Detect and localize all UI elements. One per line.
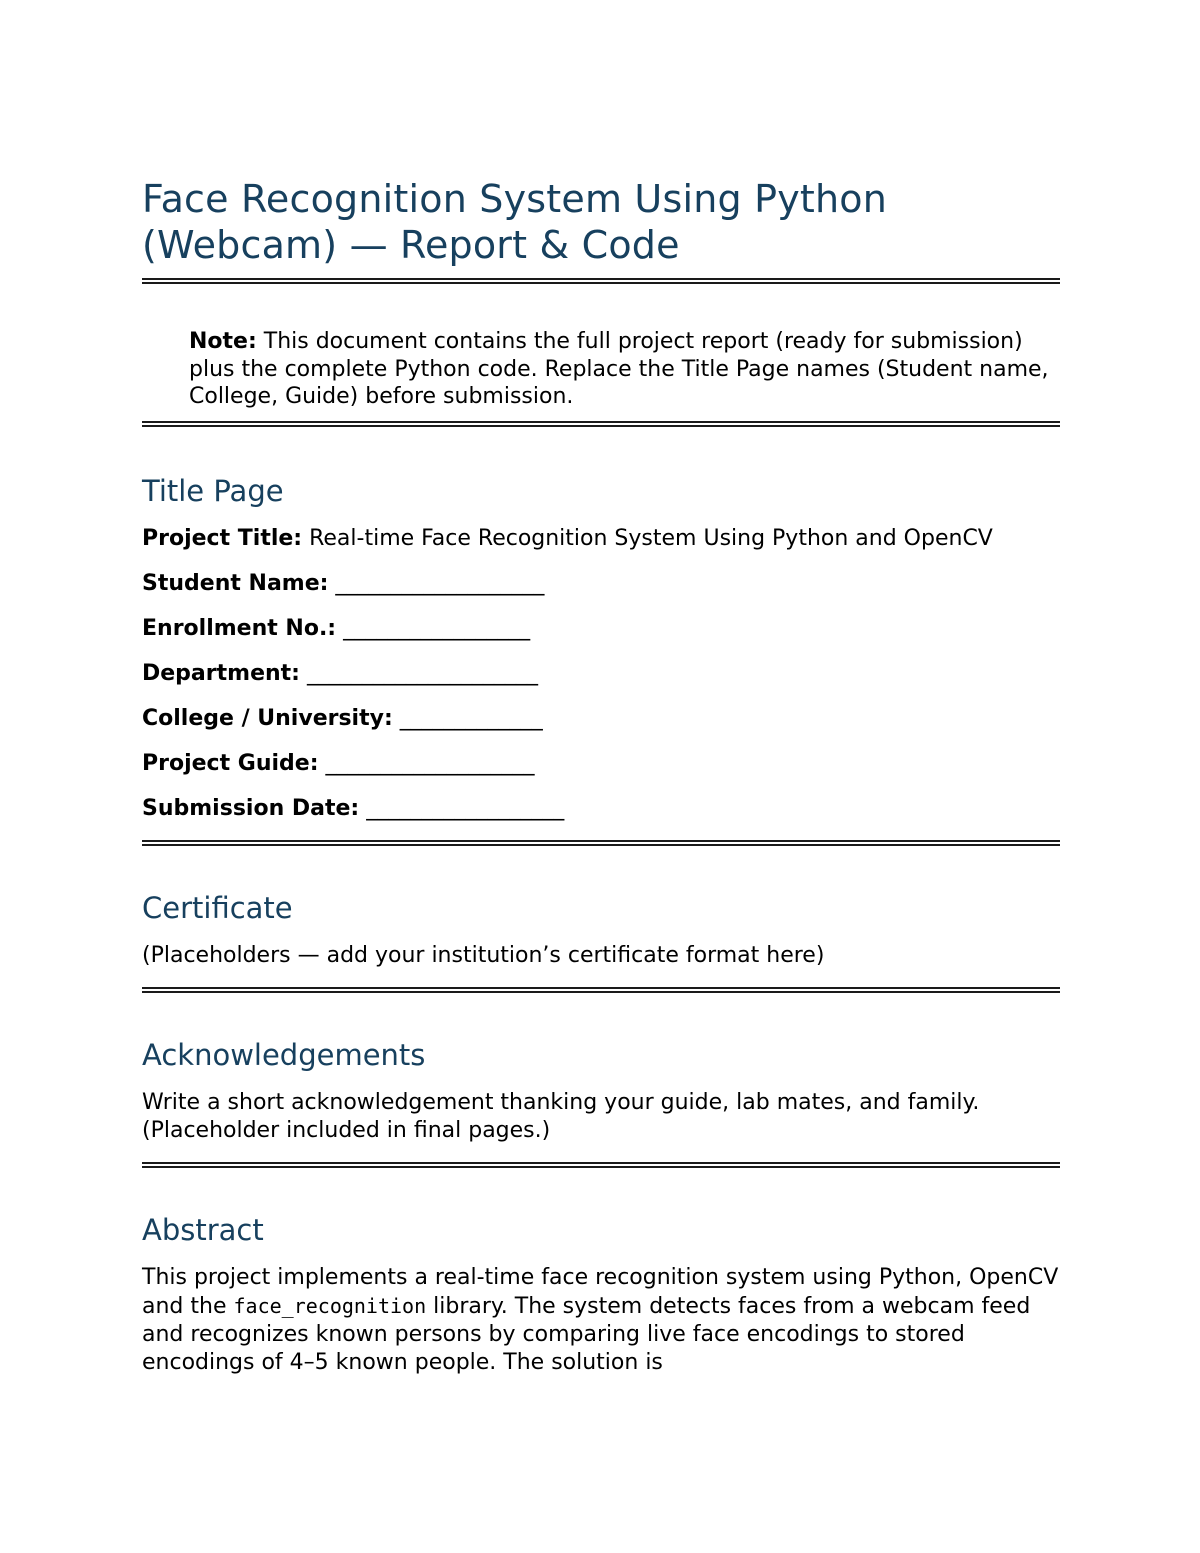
certificate-divider	[142, 987, 1060, 993]
field-blank: _____________	[392, 705, 543, 731]
certificate-text: (Placeholders — add your institution’s certificate format here)	[142, 942, 825, 968]
field-blank: _____________________	[299, 660, 538, 686]
field-label: Student Name:	[142, 570, 329, 596]
field-enrollment-no	[142, 615, 1060, 643]
field-label: Enrollment No.:	[142, 615, 337, 641]
abstract-text-start: This project implements a real-time face recognition system using Python, OpenCV and the	[142, 1264, 1059, 1319]
field-submission-date	[142, 795, 1060, 823]
certificate-heading: Certificate	[142, 890, 293, 925]
library-name-code: face_recognition	[233, 1293, 427, 1318]
field-college-university	[142, 705, 1060, 733]
abstract-text-end: library. The system detects faces from a webcam feed and recognizes known persons by comparing live face encodings to stored encodings of 4–5 known people. The solution is	[142, 1293, 1031, 1375]
note-text: This document contains the full project report (ready for submission) plus the complete Python code. Replace the Title Page names (Student name, College, Guide) before submission.	[189, 329, 1049, 409]
abstract-text	[142, 1264, 1060, 1377]
field-department	[142, 660, 1060, 688]
acknowledgements-text: Write a short acknowledgement thanking your guide, lab mates, and family. (Placeholder included in final pages.)	[142, 1089, 980, 1143]
field-label: Submission Date:	[142, 795, 360, 821]
field-label: Department:	[142, 660, 300, 686]
title-page-heading: Title Page	[142, 473, 284, 508]
field-blank: ___________________	[328, 570, 545, 596]
title-divider	[142, 278, 1060, 284]
field-blank: _________________	[336, 615, 531, 641]
document-page	[142, 176, 1060, 1377]
note-paragraph	[189, 328, 1049, 411]
field-label: College / University:	[142, 705, 393, 731]
acknowledgements-heading: Acknowledgements	[142, 1037, 426, 1072]
field-project-guide	[142, 750, 1060, 778]
acknowledgements-divider	[142, 1162, 1060, 1168]
title-page-divider	[142, 840, 1060, 846]
field-project-title	[142, 525, 1060, 553]
field-blank: ___________________	[318, 750, 535, 776]
field-student-name	[142, 570, 1060, 598]
document-title: Face Recognition System Using Python (Webcam) — Report & Code	[142, 177, 888, 267]
abstract-heading: Abstract	[142, 1212, 264, 1247]
field-label: Project Title:	[142, 525, 303, 551]
note-label: Note:	[189, 329, 257, 354]
field-blank: __________________	[359, 795, 565, 821]
note-divider	[142, 421, 1060, 427]
field-value: Real-time Face Recognition System Using Python and OpenCV	[302, 525, 993, 551]
field-label: Project Guide:	[142, 750, 319, 776]
